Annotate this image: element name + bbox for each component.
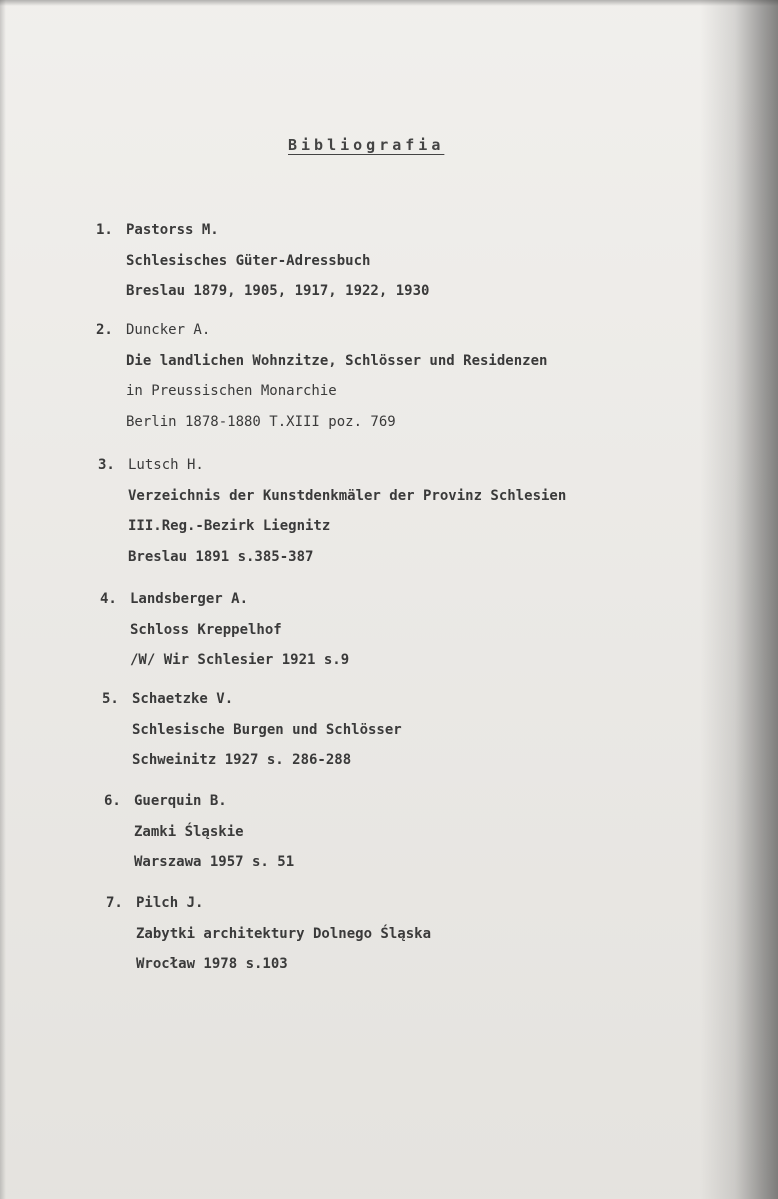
entry-author: Pastorss M. xyxy=(126,222,219,238)
entry-lines xyxy=(126,315,547,437)
entry-line: Wrocław 1978 s.103 xyxy=(136,956,288,972)
entry-line: Breslau 1879, 1905, 1917, 1922, 1930 xyxy=(126,283,430,299)
entry-line: /W/ Wir Schlesier 1921 s.9 xyxy=(130,652,350,668)
entry-number: 7. xyxy=(106,895,123,911)
entry-line: Schweinitz 1927 s. 286-288 xyxy=(132,752,352,768)
entry-number: 5. xyxy=(102,691,119,707)
entry-author: Guerquin B. xyxy=(134,793,227,809)
entry-line: in Preussischen Monarchie xyxy=(126,383,337,399)
entry-author: Pilch J. xyxy=(136,895,204,911)
entry-line: Zabytki architektury Dolnego Śląska xyxy=(136,925,432,942)
page-left-edge xyxy=(0,0,6,1199)
entry-number: 2. xyxy=(96,322,113,338)
entry-lines xyxy=(128,450,566,572)
entry-author: Schaetzke V. xyxy=(132,691,234,707)
entry-lines xyxy=(136,888,431,980)
entry-number: 3. xyxy=(98,457,115,473)
entry-lines xyxy=(134,786,294,878)
entry-line: Schlesisches Güter-Adressbuch xyxy=(126,252,371,269)
entry-author: Lutsch H. xyxy=(128,457,204,473)
entry-number: 4. xyxy=(100,591,117,607)
entry-number: 1. xyxy=(96,222,113,238)
entry-lines xyxy=(132,684,402,776)
entry-line: Verzeichnis der Kunstdenkmäler der Provinz Schlesien xyxy=(128,487,567,504)
page-top-edge xyxy=(0,0,778,6)
entry-line: III.Reg.-Bezirk Liegnitz xyxy=(128,518,331,534)
entry-lines xyxy=(130,584,349,676)
entry-number: 6. xyxy=(104,793,121,809)
entry-lines xyxy=(126,215,429,307)
entry-line: Berlin 1878-1880 T.XIII poz. 769 xyxy=(126,413,396,430)
entry-line: Schloss Kreppelhof xyxy=(130,621,282,638)
page-title: Bibliografia xyxy=(288,136,445,154)
entry-author: Duncker A. xyxy=(126,322,211,338)
entry-line: Breslau 1891 s.385-387 xyxy=(128,548,314,565)
entry-line: Schlesische Burgen und Schlösser xyxy=(132,721,402,738)
entry-line: Zamki Śląskie xyxy=(134,823,244,840)
entry-line: Die landlichen Wohnzitze, Schlösser und Residenzen xyxy=(126,352,548,369)
entry-author: Landsberger A. xyxy=(130,591,249,607)
entry-line: Warszawa 1957 s. 51 xyxy=(134,854,295,870)
